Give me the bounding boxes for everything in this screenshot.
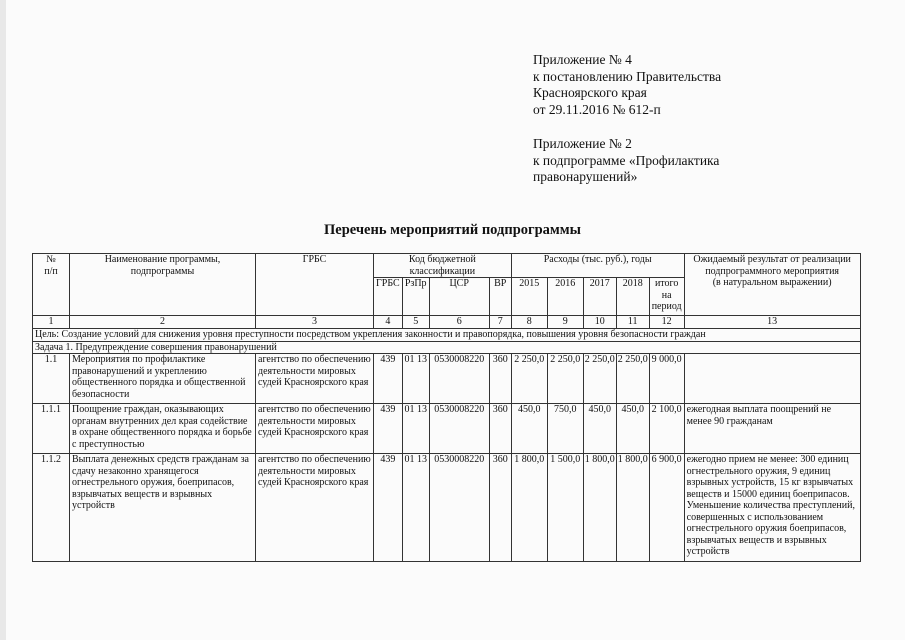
- annex-main-header: Приложение № 4 к постановлению Правительства Красноярского края от 29.11.2016 № 612-п: [533, 52, 722, 117]
- col-2017-header: 2017: [583, 278, 616, 316]
- column-numbers-row: [33, 316, 861, 329]
- col-rzpr-header: РзПр: [402, 278, 429, 316]
- row-2017: 1 800,0: [583, 454, 616, 562]
- row-csr: 0530008220: [429, 454, 489, 562]
- col-2016-header: 2016: [547, 278, 583, 316]
- column-number: 1: [33, 316, 70, 329]
- column-number: 2: [70, 316, 256, 329]
- column-number: 13: [684, 316, 860, 329]
- annex-sub-header: Приложение № 2 к подпрограмме «Профилактика правонарушений»: [533, 136, 720, 184]
- row-grbs: агентство по обеспечению деятельности мировых судей Красноярского края: [256, 354, 374, 404]
- table-row: [33, 404, 861, 454]
- col-name-header: Наименование программы, подпрограммы: [70, 254, 256, 316]
- row-number: 1.1.1: [33, 404, 70, 454]
- row-grbs-code: 439: [374, 404, 403, 454]
- column-number: 12: [649, 316, 684, 329]
- row-result: [684, 354, 860, 404]
- row-name: Мероприятия по профилактике правонарушений и укреплению общественного порядка и общественной безопасности: [70, 354, 256, 404]
- row-total: 6 900,0: [649, 454, 684, 562]
- row-2015: 1 800,0: [511, 454, 547, 562]
- col-expenses-header: Расходы (тыс. руб.), годы: [511, 254, 684, 278]
- row-2018: 450,0: [616, 404, 649, 454]
- row-name: Выплата денежных средств гражданам за сдачу незаконно хранящегося огнестрельного оружия, боеприпасов, взрывчатых веществ и взрывных устройств: [70, 454, 256, 562]
- row-2016: 750,0: [547, 404, 583, 454]
- document-title: Перечень мероприятий подпрограммы: [324, 222, 581, 238]
- row-grbs: агентство по обеспечению деятельности мировых судей Красноярского края: [256, 404, 374, 454]
- col-result-header: Ожидаемый результат от реализации подпрограммного мероприятия (в натуральном выражении): [684, 254, 860, 316]
- col-num-header: № п/п: [33, 254, 70, 316]
- row-2015: 450,0: [511, 404, 547, 454]
- row-grbs: агентство по обеспечению деятельности мировых судей Красноярского края: [256, 454, 374, 562]
- row-grbs-code: 439: [374, 354, 403, 404]
- row-rzpr: 01 13: [402, 454, 429, 562]
- row-number: 1.1.2: [33, 454, 70, 562]
- column-number: 8: [511, 316, 547, 329]
- measures-table: [32, 253, 861, 562]
- row-rzpr: 01 13: [402, 404, 429, 454]
- row-2017: 450,0: [583, 404, 616, 454]
- row-vr: 360: [489, 454, 511, 562]
- row-csr: 0530008220: [429, 354, 489, 404]
- row-name: Поощрение граждан, оказывающих органам внутренних дел края содействие в охране общественного порядка и борьбе с преступностью: [70, 404, 256, 454]
- column-number: 7: [489, 316, 511, 329]
- row-total: 9 000,0: [649, 354, 684, 404]
- row-number: 1.1: [33, 354, 70, 404]
- scan-edge: [0, 0, 6, 640]
- row-vr: 360: [489, 354, 511, 404]
- row-2016: 2 250,0: [547, 354, 583, 404]
- col-vr-header: ВР: [489, 278, 511, 316]
- column-number: 3: [256, 316, 374, 329]
- col-2018-header: 2018: [616, 278, 649, 316]
- column-number: 5: [402, 316, 429, 329]
- column-number: 10: [583, 316, 616, 329]
- table-row: [33, 454, 861, 562]
- column-number: 6: [429, 316, 489, 329]
- row-grbs-code: 439: [374, 454, 403, 562]
- row-2018: 1 800,0: [616, 454, 649, 562]
- col-grbs-header: ГРБС: [256, 254, 374, 316]
- task-row: [33, 341, 861, 354]
- header-row-1: [33, 254, 861, 278]
- row-2015: 2 250,0: [511, 354, 547, 404]
- row-csr: 0530008220: [429, 404, 489, 454]
- row-2018: 2 250,0: [616, 354, 649, 404]
- column-number: 4: [374, 316, 403, 329]
- row-2017: 2 250,0: [583, 354, 616, 404]
- col-total-header: итого на период: [649, 278, 684, 316]
- col-2015-header: 2015: [511, 278, 547, 316]
- row-rzpr: 01 13: [402, 354, 429, 404]
- col-grbs-code-header: ГРБС: [374, 278, 403, 316]
- row-2016: 1 500,0: [547, 454, 583, 562]
- task-text: Задача 1. Предупреждение совершения правонарушений: [33, 341, 861, 354]
- col-csr-header: ЦСР: [429, 278, 489, 316]
- row-vr: 360: [489, 404, 511, 454]
- column-number: 11: [616, 316, 649, 329]
- row-total: 2 100,0: [649, 404, 684, 454]
- row-result: ежегодная выплата поощрений не менее 90 гражданам: [684, 404, 860, 454]
- goal-text: Цель: Создание условий для снижения уровня преступности посредством укрепления законности и правопорядка, повышения уровня безопасности граждан: [33, 329, 861, 342]
- goal-row: [33, 329, 861, 342]
- column-number: 9: [547, 316, 583, 329]
- row-result: ежегодно прием не менее: 300 единиц огнестрельного оружия, 9 единиц взрывных устройств, 15 кг взрывчатых веществ и 15000 единиц боеприпасов. Уменьшение количества преступлений, совершенных с использованием огнестрельного оружия боеприпасов, взрывчатых веществ и взрывных устройств: [684, 454, 860, 562]
- table-row: [33, 354, 861, 404]
- col-budget-code-header: Код бюджетной классификации: [374, 254, 512, 278]
